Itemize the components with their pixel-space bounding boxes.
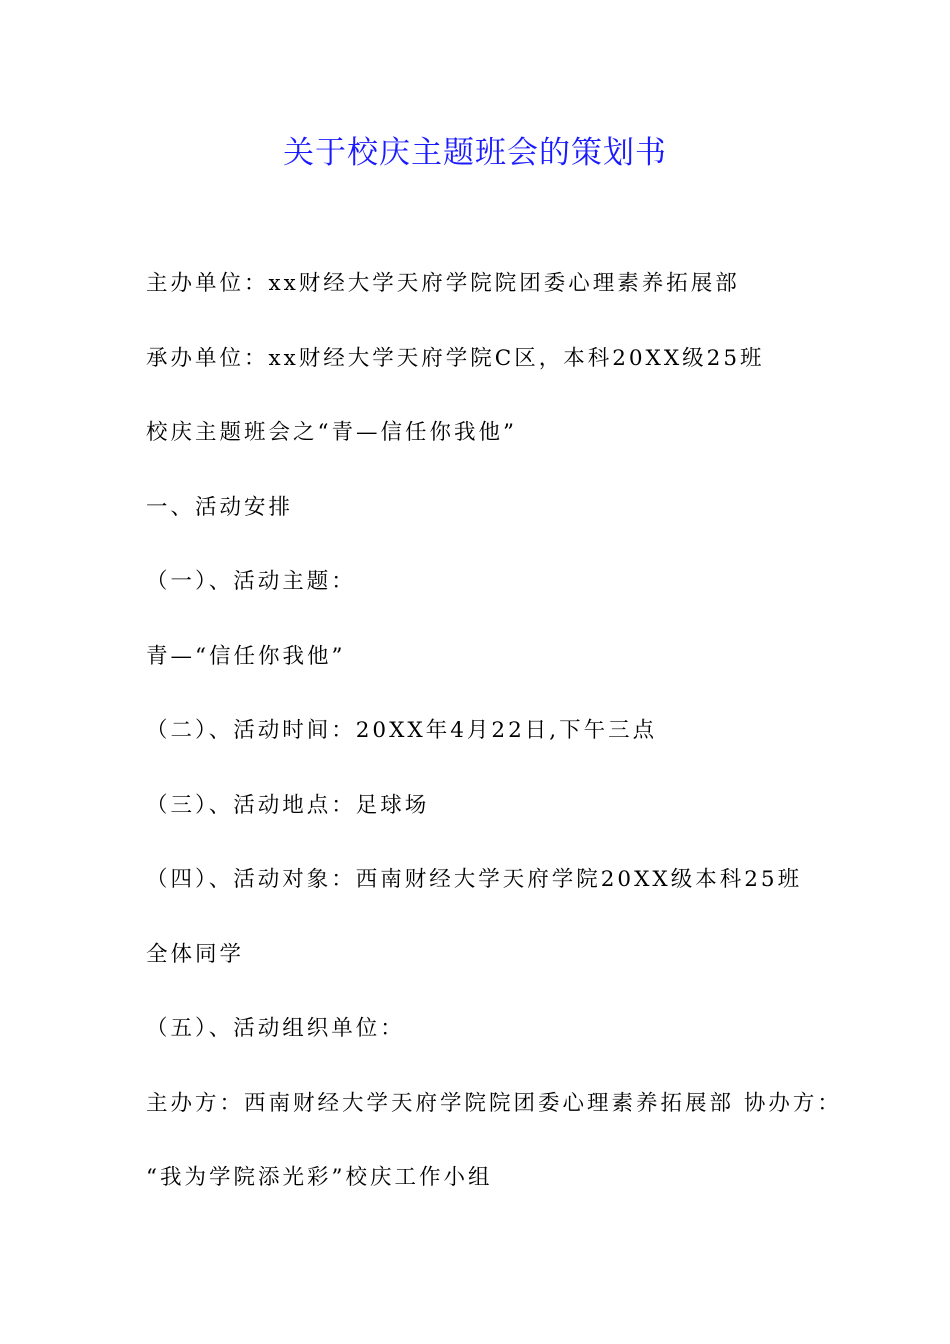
paragraph-working-group: “我为学院添光彩”校庆工作小组 — [146, 1165, 493, 1190]
paragraph-organizer: 主办单位：xx财经大学天府学院院团委心理素养拓展部 — [146, 271, 740, 296]
subsection-organizers-label: （五）、活动组织单位： — [146, 1016, 405, 1041]
subsection-participants: （四）、活动对象：西南财经大学天府学院20XX级本科25班 — [146, 867, 803, 892]
paragraph-participants-continued: 全体同学 — [146, 941, 245, 967]
document-body — [146, 264, 846, 1233]
subsection-time: （二）、活动时间：20XX年4月22日,下午三点 — [146, 718, 658, 743]
paragraph-theme-heading: 校庆主题班会之“青—信任你我他” — [146, 420, 517, 445]
subsection-location: （三）、活动地点：足球场 — [146, 792, 430, 818]
paragraph-theme-value: 青—“信任你我他” — [146, 643, 346, 669]
paragraph-organizers: 主办方：西南财经大学天府学院院团委心理素养拓展部 协办方： — [146, 1090, 842, 1116]
document-title: 关于校庆主题班会的策划书 — [283, 135, 667, 171]
paragraph-host: 承办单位：xx财经大学天府学院C区，本科20XX级25班 — [146, 345, 765, 371]
section-heading-activity-arrangement: 一、活动安排 — [146, 494, 294, 520]
subsection-theme-label: （一）、活动主题： — [146, 569, 356, 594]
